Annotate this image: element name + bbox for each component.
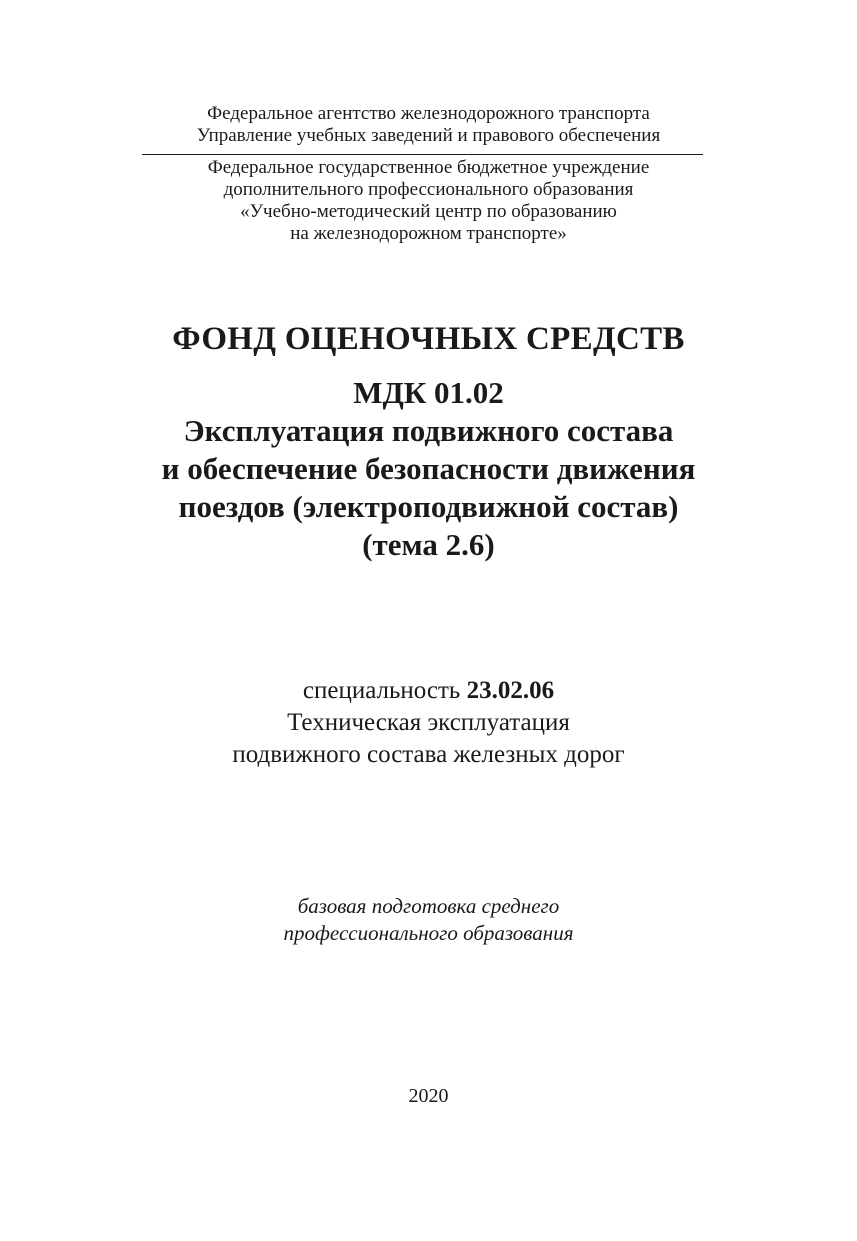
education-level-line: профессионального образования <box>283 921 574 945</box>
specialty-name-line: Техническая эксплуатация <box>287 709 570 736</box>
document-title-text: ФОНД ОЦЕНОЧНЫХ СРЕДСТВ <box>172 321 685 357</box>
institution-line: дополнительного профессионального образования <box>223 179 634 200</box>
course-name-line: поездов (электроподвижной состав) <box>178 489 679 524</box>
specialty-prefix: специальность <box>302 677 461 704</box>
education-level-line: базовая подготовка среднего <box>297 894 560 918</box>
institution-line: Федеральное государственное бюджетное учреждение <box>207 157 650 178</box>
course-topic: (тема 2.6) <box>362 527 495 562</box>
publication-year <box>0 1083 857 1109</box>
institution-line: на железнодорожном транспорте» <box>290 223 567 244</box>
specialty-code: 23.02.06 <box>466 677 555 704</box>
specialty-line <box>0 675 857 707</box>
course-name-line: и обеспечение безопасности движения <box>161 451 696 486</box>
agency-header <box>0 103 857 147</box>
course-name-line: Эксплуатация подвижного состава <box>183 413 674 448</box>
agency-line: Федеральное агентство железнодорожного транспорта <box>207 103 650 124</box>
course-code: МДК 01.02 <box>353 375 504 410</box>
institution-line: «Учебно-методический центр по образованию <box>240 201 617 222</box>
education-level <box>0 893 857 947</box>
course-title <box>0 374 857 564</box>
specialty-name-line: подвижного состава железных дорог <box>232 741 625 768</box>
header-divider <box>142 154 703 155</box>
agency-line: Управление учебных заведений и правового обеспечения <box>196 125 661 146</box>
specialty-block <box>0 675 857 771</box>
institution-header <box>0 157 857 245</box>
document-title <box>0 317 857 361</box>
year-text: 2020 <box>408 1085 449 1107</box>
